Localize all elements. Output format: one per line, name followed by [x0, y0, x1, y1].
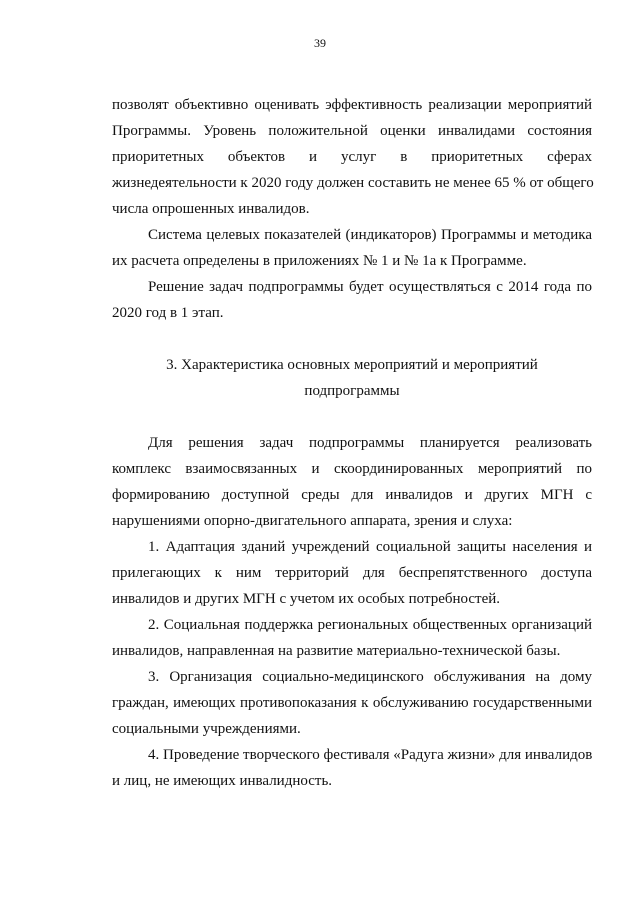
list-item: инвалидов и других МГН с учетом их особых потребностей.: [112, 591, 501, 607]
body-line: Программы. Уровень положительной оценки инвалидами состояния: [112, 123, 592, 139]
body-line: числа опрошенных инвалидов.: [112, 201, 310, 217]
list-item: 3. Организация социально-медицинского обслуживания на дому: [148, 669, 592, 685]
list-item: инвалидов, направленная на развитие материально-технической базы.: [112, 643, 561, 659]
body-line: позволят объективно оценивать эффективность реализации мероприятий: [112, 97, 592, 113]
body-line: Решение задач подпрограммы будет осуществляться с 2014 года по: [148, 279, 592, 295]
list-item: 4. Проведение творческого фестиваля «Радуга жизни» для инвалидов: [148, 747, 593, 763]
list-item: 1. Адаптация зданий учреждений социальной защиты населения и: [148, 539, 592, 555]
list-item: 2. Социальная поддержка региональных общественных организаций: [148, 617, 592, 633]
body-line: 2020 год в 1 этап.: [112, 305, 224, 321]
body-line: Система целевых показателей (индикаторов) Программы и методика: [148, 227, 592, 243]
list-item: социальными учреждениями.: [112, 721, 301, 737]
list-item: прилегающих к ним территорий для беспрепятственного доступа: [112, 565, 592, 581]
body-line: нарушениями опорно-двигательного аппарата, зрения и слуха:: [112, 513, 513, 529]
list-item: и лиц, не имеющих инвалидность.: [112, 773, 333, 789]
body-line: Для решения задач подпрограммы планируется реализовать: [148, 435, 592, 451]
body-line: приоритетных объектов и услуг в приоритетных сферах: [112, 149, 592, 165]
body-line: жизнедеятельности к 2020 году должен составить не менее 65 % от общего: [112, 175, 594, 191]
list-item: граждан, имеющих противопоказания к обслуживанию государственными: [112, 695, 592, 711]
body-line: формированию доступной среды для инвалидов и других МГН с: [112, 487, 592, 503]
section-heading: 3. Характеристика основных мероприятий и мероприятий: [166, 357, 538, 373]
body-line: их расчета определены в приложениях № 1 и № 1а к Программе.: [112, 253, 527, 269]
page-number: 39: [314, 36, 326, 50]
section-heading: подпрограммы: [304, 383, 400, 399]
body-line: комплекс взаимосвязанных и скоординированных мероприятий по: [112, 461, 592, 477]
